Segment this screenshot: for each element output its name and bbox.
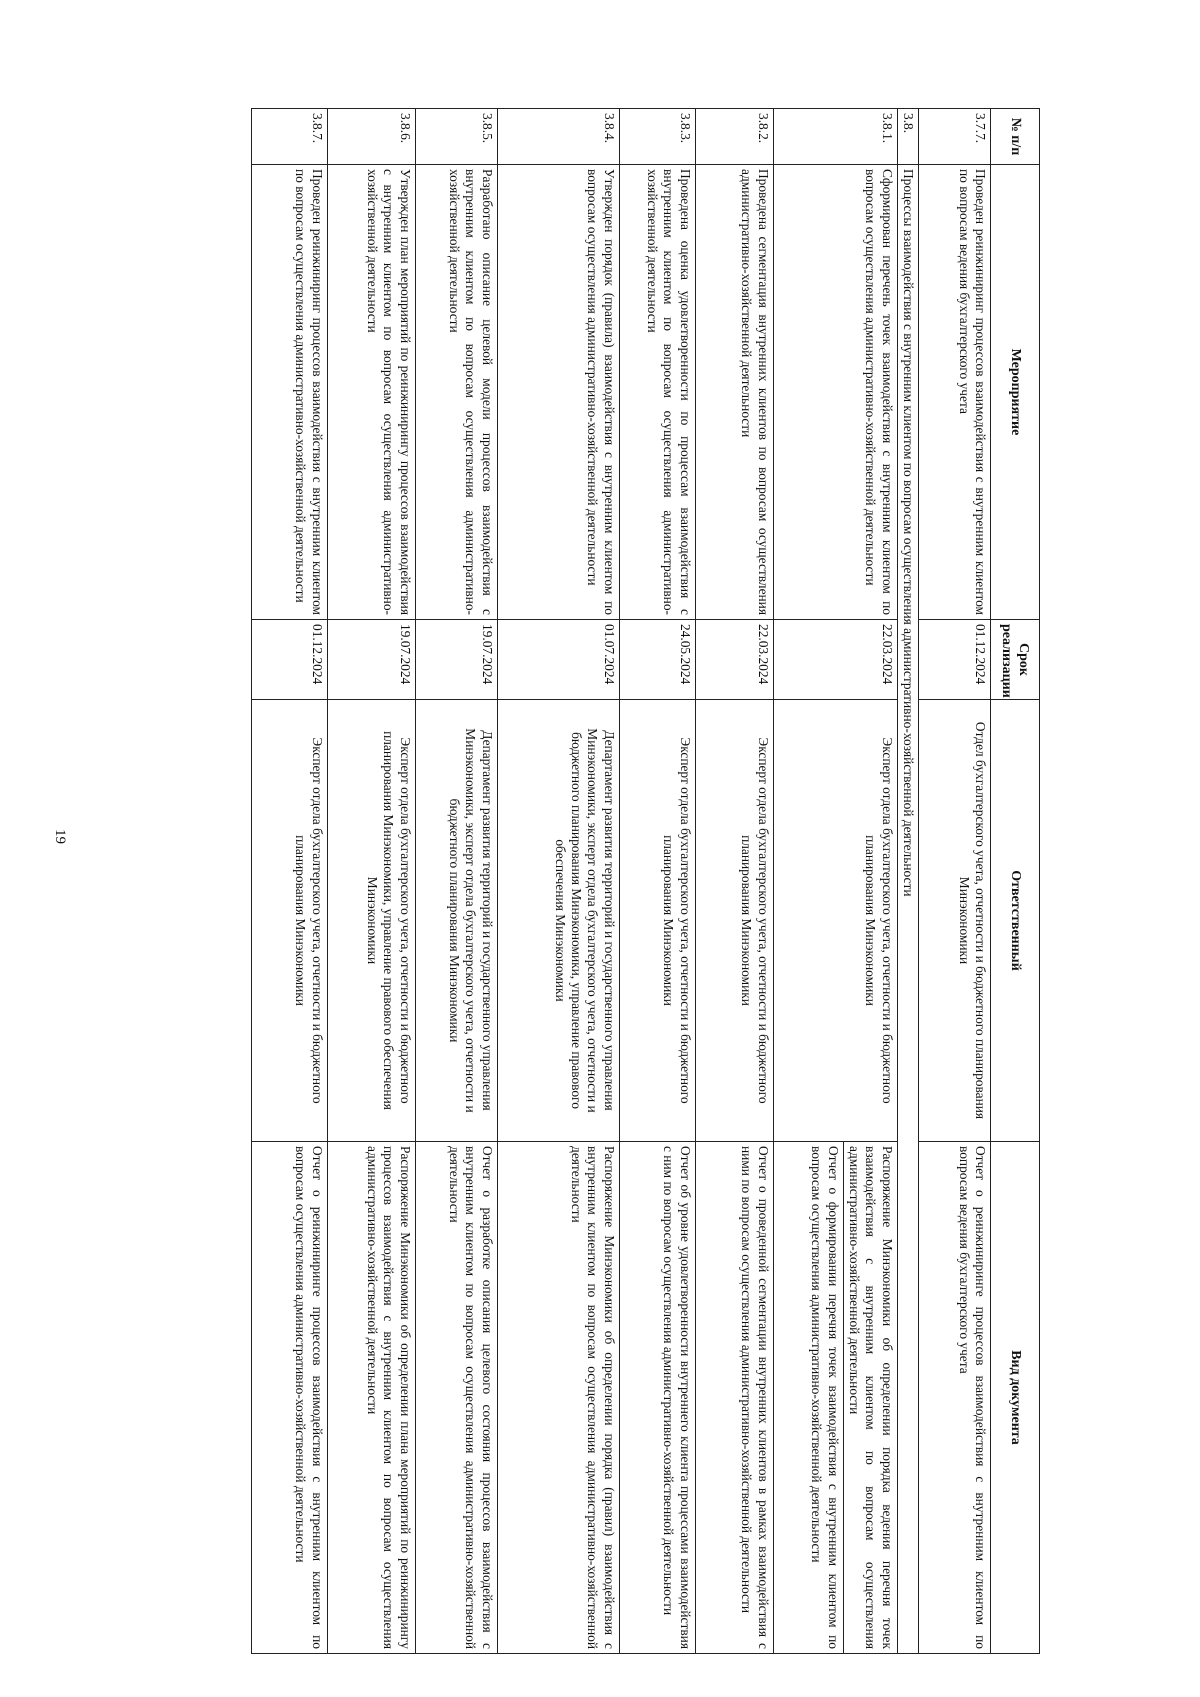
- row-num: 3.8.3.: [619, 109, 695, 165]
- table-row: [619, 109, 695, 1654]
- row-responsible: Департамент развития территорий и государственного управления Минэкономики, эксперт отдела бухгалтерского учета, отчетности и бюджетного планирования Минэкономики: [415, 700, 497, 1142]
- row-doc: Распоряжение Минэкономики об определении порядка ведения перечня точек взаимодействия с внутренним клиентом по вопросам осуществления административно-хозяйственной деятельности: [846, 1146, 895, 1649]
- table-row: [251, 109, 327, 1654]
- row-event: Проведен реинжиниринг процессов взаимодействия с внутренним клиентом по вопросам ведения бухгалтерского учета: [919, 165, 991, 620]
- page-number: 19: [52, 829, 68, 844]
- row-doc-secondary: Отчет о формировании перечня точек взаимодействия с внутренним клиентом по вопросам осуществления административно-хозяйственной деятельности: [808, 1142, 844, 1653]
- row-deadline: 24.05.2024: [619, 620, 695, 700]
- row-event: Утвержден порядок (правила) взаимодействия с внутренним клиентом по вопросам осуществления административно-хозяйственной деятельности: [497, 165, 619, 620]
- table-row: [695, 109, 773, 1654]
- row-deadline: 01.12.2024: [251, 620, 327, 700]
- row-num: 3.8.5.: [415, 109, 497, 165]
- row-deadline: 01.12.2024: [919, 620, 991, 700]
- table-header-row: [991, 109, 1040, 1654]
- header-responsible: Ответственный: [991, 700, 1040, 1142]
- row-deadline: 01.07.2024: [497, 620, 619, 700]
- row-deadline: 19.07.2024: [327, 620, 415, 700]
- row-doc: Распоряжение Минэкономики об определении порядка (правил) взаимодействия с внутренним клиентом по вопросам осуществления административно-хозяйственной деятельности: [497, 1142, 619, 1654]
- row-num: 3.8.2.: [695, 109, 773, 165]
- table-row: [919, 109, 991, 1654]
- row-doc: Отчет о разработке описания целевого состояния процессов взаимодействия с внутренним клиентом по вопросам осуществления административно-хозяйственной деятельности: [415, 1142, 497, 1654]
- header-event: Мероприятие: [991, 165, 1040, 620]
- row-responsible: Департамент развития территорий и государственного управления Минэкономики, эксперт отдела бухгалтерского учета, отчетности и бюджетного планирования Минэкономики, управление правового обеспечения Минэкономики: [497, 700, 619, 1142]
- header-num: № п/п: [991, 109, 1040, 165]
- row-deadline: 19.07.2024: [415, 620, 497, 700]
- section-num: 3.8.: [897, 109, 918, 165]
- row-num: 3.8.4.: [497, 109, 619, 165]
- row-responsible: Эксперт отдела бухгалтерского учета, отчетности и бюджетного планирования Минэкономики: [695, 700, 773, 1142]
- table-row: [497, 109, 619, 1654]
- row-doc: Распоряжение Минэкономики об определении плана мероприятий по реинжинирингу процессов взаимодействия с внутренним клиентом по вопросам осуществления административно-хозяйственной деятельности: [327, 1142, 415, 1654]
- section-row: [897, 109, 918, 1654]
- row-responsible: Отдел бухгалтерского учета, отчетности и бюджетного планирования Минэкономики: [919, 700, 991, 1142]
- table-row: [773, 109, 897, 1654]
- row-deadline: 22.03.2024: [695, 620, 773, 700]
- header-doc: Вид документа: [991, 1142, 1040, 1654]
- row-doc-cell: [773, 1142, 897, 1654]
- row-event: Проведен реинжиниринг процессов взаимодействия с внутренним клиентом по вопросам осуществления административно-хозяйственной деятельности: [251, 165, 327, 620]
- row-event: Проведена оценка удовлетворенности по процессам взаимодействия с внутренним клиентом по вопросам осуществления административно-хозяйственной деятельности: [619, 165, 695, 620]
- row-responsible: Эксперт отдела бухгалтерского учета, отчетности и бюджетного планирования Минэкономики: [773, 700, 897, 1142]
- row-event: Проведена сегментация внутренних клиентов по вопросам осуществления административно-хозяйственной деятельности: [695, 165, 773, 620]
- row-num: 3.8.6.: [327, 109, 415, 165]
- section-title: Процессы взаимодействия с внутренним клиентом по вопросам осуществления административно-хозяйственной деятельности: [897, 165, 918, 1654]
- row-num: 3.8.7.: [251, 109, 327, 165]
- plan-table: [251, 108, 1040, 1654]
- row-responsible: Эксперт отдела бухгалтерского учета, отчетности и бюджетного планирования Минэкономики, управление правового обеспечения Минэкономики: [327, 700, 415, 1142]
- row-doc: Отчет о реинжиниринге процессов взаимодействия с внутренним клиентом по вопросам ведения бухгалтерского учета: [919, 1142, 991, 1654]
- table-row: [415, 109, 497, 1654]
- rotated-table-container: [150, 108, 1040, 1653]
- table-row: [327, 109, 415, 1654]
- row-deadline: 22.03.2024: [773, 620, 897, 700]
- row-doc: Отчет о реинжиниринге процессов взаимодействия с внутренним клиентом по вопросам осуществления административно-хозяйственной деятельности: [251, 1142, 327, 1654]
- row-event: Утвержден план мероприятий по реинжинирингу процессов взаимодействия с внутренним клиентом по вопросам осуществления административно-хозяйственной деятельности: [327, 165, 415, 620]
- row-num: 3.7.7.: [919, 109, 991, 165]
- row-event: Сформирован перечень точек взаимодействия с внутренним клиентом по вопросам осуществления административно-хозяйственной деятельности: [773, 165, 897, 620]
- row-num: 3.8.1.: [773, 109, 897, 165]
- row-event: Разработано описание целевой модели процессов взаимодействия с внутренним клиентом по вопросам осуществления административно-хозяйственной деятельности: [415, 165, 497, 620]
- row-responsible: Эксперт отдела бухгалтерского учета, отчетности и бюджетного планирования Минэкономики: [619, 700, 695, 1142]
- row-doc: Отчет о проведенной сегментации внутренних клиентов в рамках взаимодействия с ними по вопросам осуществления административно-хозяйственной деятельности: [695, 1142, 773, 1654]
- row-responsible: Эксперт отдела бухгалтерского учета, отчетности и бюджетного планирования Минэкономики: [251, 700, 327, 1142]
- header-deadline: Срок реализации: [991, 620, 1040, 700]
- row-doc: Отчет об уровне удовлетворенности внутреннего клиента процессами взаимодействия с ним по вопросам осуществления административно-хозяйственной деятельности: [619, 1142, 695, 1654]
